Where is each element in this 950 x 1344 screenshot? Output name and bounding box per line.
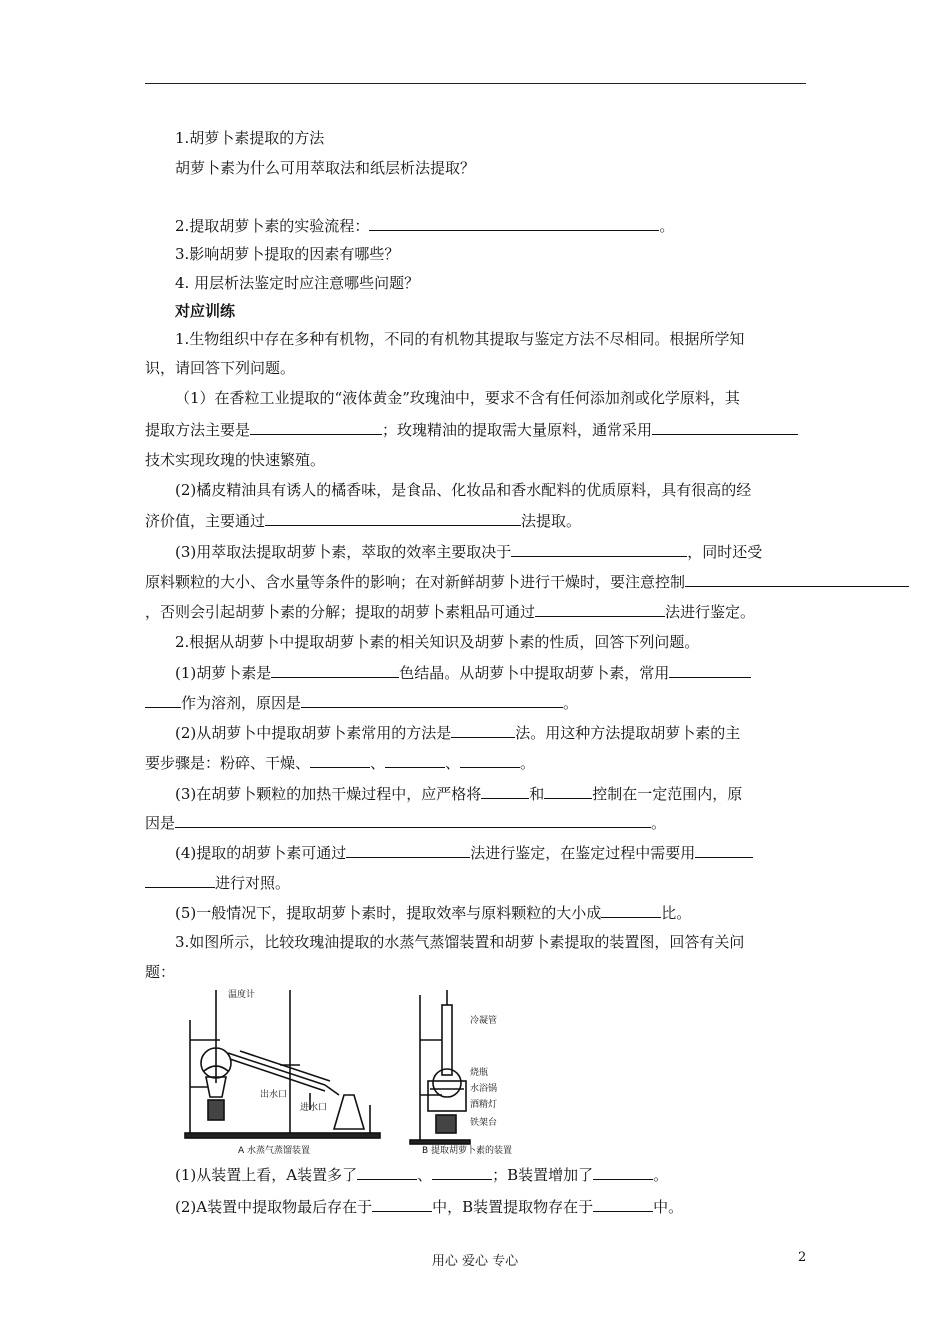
blank[interactable] (511, 541, 687, 557)
q3-1-line-a: (1)从装置上看，A装置多了 、 ；B装置增加了 。 (175, 1166, 669, 1184)
section-4: 4. 用层析法鉴定时应注意哪些问题？ (175, 274, 420, 292)
q2-3-line-b: 因是 。 (145, 814, 667, 832)
q2-1-line-b: 作为溶剂，原因是 。 (145, 692, 578, 713)
blank[interactable] (601, 902, 661, 918)
blank[interactable] (535, 601, 665, 617)
label-inlet: 进水口 (300, 1103, 328, 1113)
q1-2-line-b: 济价值，主要通过 法提取。 (145, 512, 582, 530)
blank[interactable] (369, 215, 659, 231)
q3-line-b: 题： (145, 963, 176, 981)
blank[interactable] (593, 1164, 653, 1180)
page-number: 2 (798, 1250, 807, 1265)
blank[interactable] (460, 752, 520, 768)
caption-a: A 水蒸气蒸馏装置 (238, 1146, 311, 1155)
blank[interactable] (432, 1164, 492, 1180)
blank[interactable] (372, 1196, 432, 1212)
q3-2-line-a: (2)A装置中提取物最后存在于 中，B装置提取物存在于 中。 (175, 1198, 684, 1216)
blank[interactable] (250, 419, 382, 435)
q1-3-line-b: 原料颗粒的大小、含水量等条件的影响；在对新鲜胡萝卜进行干燥时，要注意控制 (145, 571, 909, 592)
q1-3-line-a: (3)用萃取法提取胡萝卜素，萃取的效率主要取决于 ，同时还受 (175, 543, 763, 561)
q1-2-line-a: (2)橘皮精油具有诱人的橘香味，是食品、化妆品和香水配料的优质原料，具有很高的经 (175, 481, 752, 499)
label-flask: 烧瓶 (470, 1068, 489, 1078)
footer-motto: 用心 爱心 专心 (431, 1254, 519, 1269)
blank[interactable] (271, 662, 399, 678)
label-water-bath: 水浴锅 (470, 1084, 498, 1094)
blank[interactable] (310, 752, 370, 768)
blank[interactable] (593, 1196, 653, 1212)
q1-line-b: 识，请回答下列问题。 (145, 359, 296, 377)
blank[interactable] (145, 692, 181, 708)
blank[interactable] (481, 783, 529, 799)
apparatus-a-drawing (185, 990, 380, 1138)
caption-b: B 提取胡萝卜素的装置 (422, 1146, 513, 1155)
blank[interactable] (175, 812, 651, 828)
blank[interactable] (301, 692, 563, 708)
exercise-heading: 对应训练 (175, 302, 236, 320)
q1-3-line-c: ，否则会引起胡萝卜素的分解；提取的胡萝卜素粗品可通过 法进行鉴定。 (145, 603, 756, 621)
q1-1-line-b: 提取方法主要是 ；玫瑰精油的提取需大量原料，通常采用 (145, 419, 798, 440)
q2-4-line-b: 进行对照。 (145, 872, 290, 893)
label-lamp: 酒精灯 (470, 1100, 498, 1110)
label-outlet: 出水口 (260, 1090, 288, 1100)
apparatus-b-drawing (410, 990, 470, 1144)
q1-line-a: 1.生物组织中存在多种有机物，不同的有机物其提取与鉴定方法不尽相同。根据所学知 (175, 330, 745, 348)
blank[interactable] (346, 842, 470, 858)
section-1-title: 1.胡萝卜素提取的方法 (175, 129, 325, 147)
blank[interactable] (685, 571, 909, 587)
label-thermometer: 温度计 (228, 990, 256, 1000)
q2-4-line-a: (4)提取的胡萝卜素可通过 法进行鉴定，在鉴定过程中需要用 (175, 842, 753, 863)
blank[interactable] (145, 872, 215, 888)
blank[interactable] (652, 419, 798, 435)
q2-5-line-a: (5)一般情况下，提取胡萝卜素时，提取效率与原料颗粒的大小成 比。 (175, 904, 692, 922)
blank[interactable] (669, 662, 751, 678)
q3-line-a: 3.如图所示，比较玫瑰油提取的水蒸气蒸馏装置和胡萝卜素提取的装置图，回答有关问 (175, 933, 745, 951)
label-condenser: 冷凝管 (470, 1016, 498, 1026)
q2-3-line-a: (3)在胡萝卜颗粒的加热干燥过程中，应严格将 和 控制在一定范围内，原 (175, 785, 743, 803)
blank[interactable] (451, 722, 515, 738)
q2-2-line-b: 要步骤是：粉碎、干燥、 、 、 。 (145, 754, 536, 772)
label-stand: 铁架台 (470, 1118, 498, 1128)
section-1-question: 胡萝卜素为什么可用萃取法和纸层析法提取？ (175, 159, 476, 177)
q2-2-line-a: (2)从胡萝卜中提取胡萝卜素常用的方法是 法。用这种方法提取胡萝卜素的主 (175, 724, 741, 742)
q1-1-line-a: （1）在香粒工业提取的“液体黄金”玫瑰油中，要求不含有任何添加剂或化学原料，其 (175, 389, 740, 407)
section-2: 2.提取胡萝卜素的实验流程： 。 (175, 217, 675, 235)
blank[interactable] (544, 783, 592, 799)
apparatus-figure (180, 985, 540, 1155)
blank[interactable] (265, 510, 521, 526)
blank[interactable] (385, 752, 445, 768)
blank[interactable] (695, 842, 753, 858)
blank[interactable] (357, 1164, 417, 1180)
q2-1-line-a: (1)胡萝卜素是 色结晶。从胡萝卜中提取胡萝卜素，常用 (175, 662, 751, 683)
q2-line-a: 2.根据从胡萝卜中提取胡萝卜素的相关知识及胡萝卜素的性质，回答下列问题。 (175, 633, 700, 651)
header-rule (145, 83, 806, 84)
q1-1-line-c: 技术实现玫瑰的快速繁殖。 (145, 451, 326, 469)
section-3: 3.影响胡萝卜提取的因素有哪些？ (175, 245, 400, 263)
